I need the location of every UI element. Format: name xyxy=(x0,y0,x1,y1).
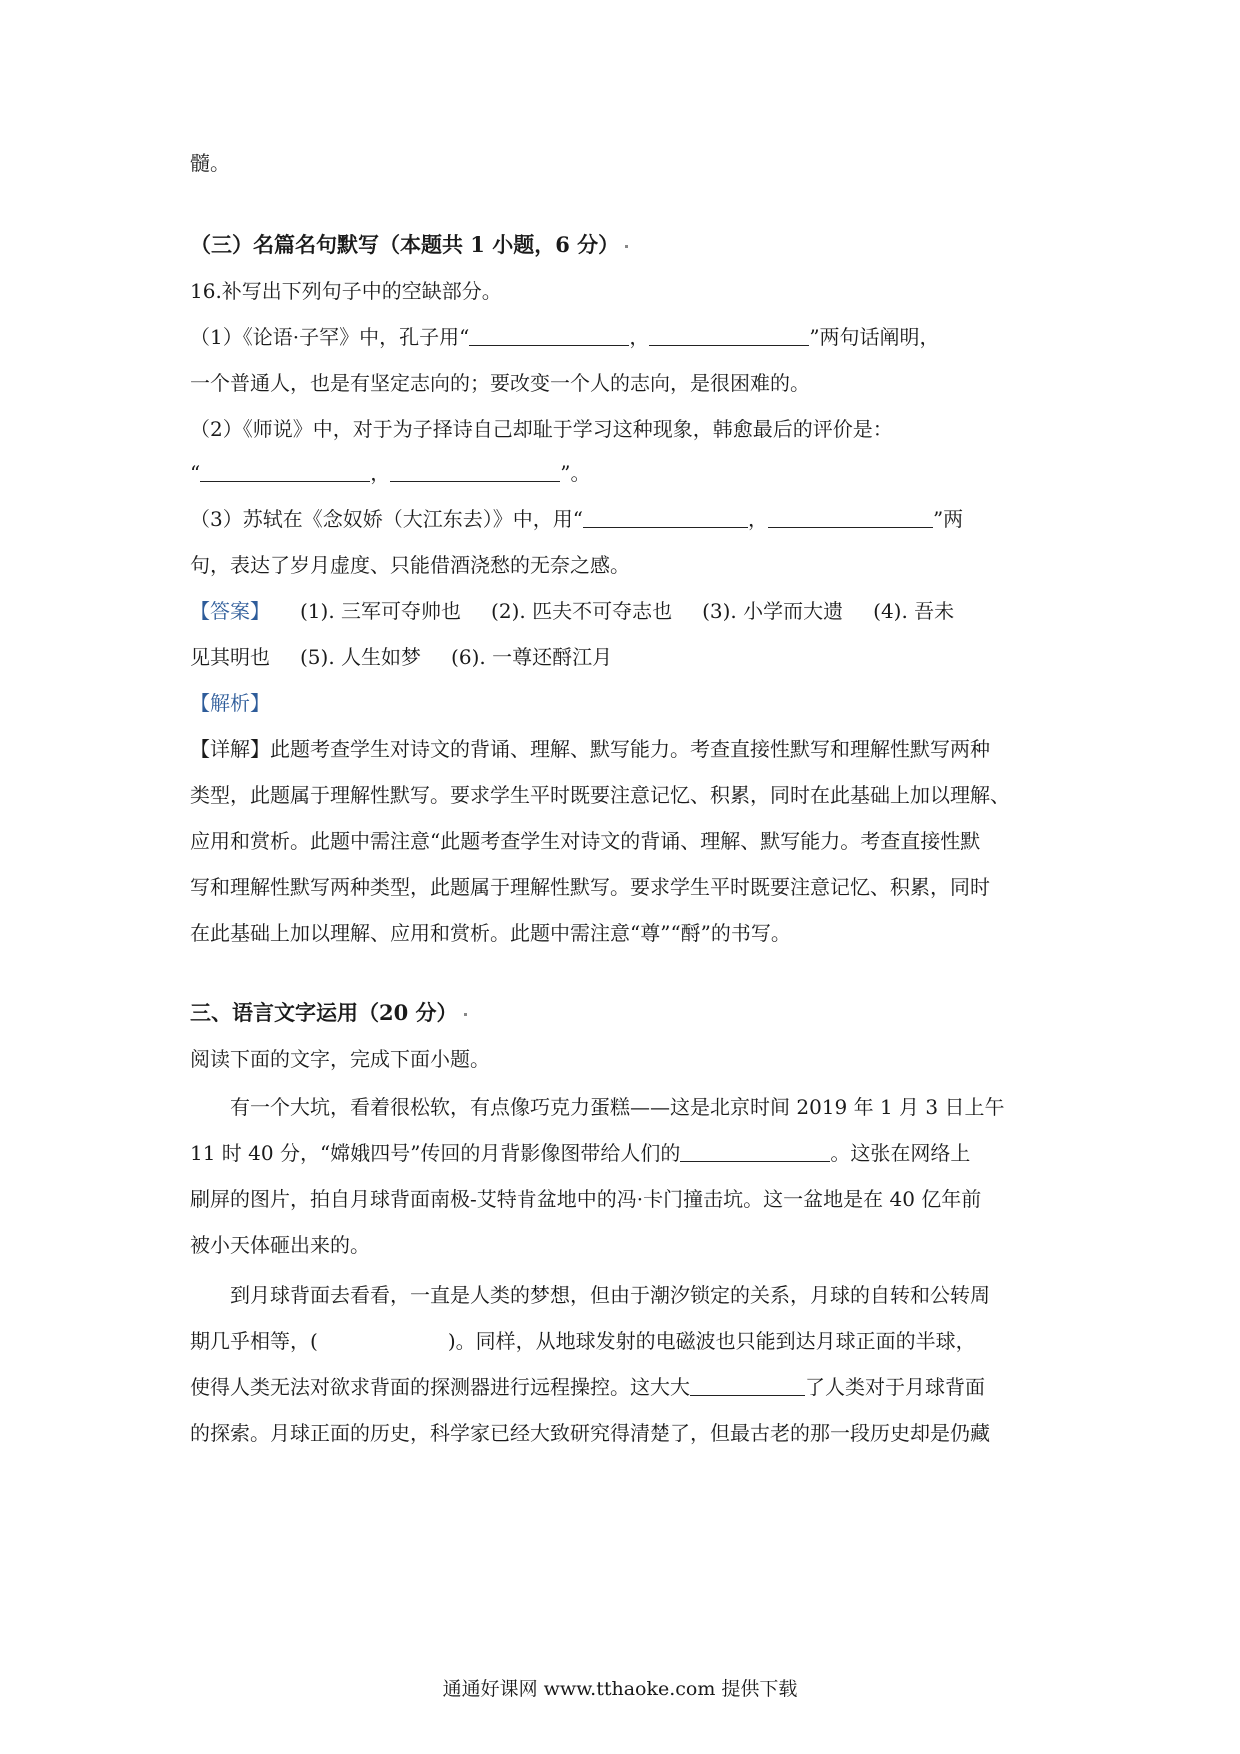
item-1-line-1: （1）《论语·子罕》中，孔子用“ ， ”两句话阐明， xyxy=(190,325,940,349)
detail-line-2: 类型，此题属于理解性默写。要求学生平时既要注意记忆、积累，同时在此基础上加以理解、 xyxy=(190,783,1010,807)
answer-2: (2). 匹夫不可夺志也 xyxy=(491,599,673,623)
passage-p1-line-3: 刷屏的图片，拍自月球背面南极-艾特肯盆地中的冯·卡门撞击坑。这一盆地是在 40 亿年前 xyxy=(190,1187,982,1211)
passage-blank-2[interactable] xyxy=(690,1375,805,1396)
detail-line-3: 应用和赏析。此题中需注意“此题考查学生对诗文的背诵、理解、默写能力。考查直接性默 xyxy=(190,829,981,853)
item-3-line-1: （3）苏轼在《念奴娇（大江东去）》中，用“ ， ”两 xyxy=(190,507,964,531)
detail-line-4: 写和理解性默写两种类型，此题属于理解性默写。要求学生平时既要注意记忆、积累，同时 xyxy=(190,875,990,899)
language-intro: 阅读下面的文字，完成下面小题。 xyxy=(190,1047,490,1071)
page-footer: 通通好课网 www.tthaoke.com 提供下载 xyxy=(442,1678,798,1700)
blank-4[interactable] xyxy=(390,461,560,482)
answer-line-2: 见其明也 (5). 人生如梦 (6). 一尊还酹江月 xyxy=(190,645,613,669)
passage-p2-line-3: 使得人类无法对欲求背面的探测器进行远程操控。这大大 了人类对于月球背面 xyxy=(190,1375,985,1399)
passage-p1-line-1: 有一个大坑，看着很松软，有点像巧克力蛋糕——这是北京时间 2019 年 1 月 3 日上午 xyxy=(230,1095,1005,1119)
passage-p1-line-4: 被小天体砸出来的。 xyxy=(190,1233,370,1257)
answer-1: (1). 三军可夺帅也 xyxy=(300,599,462,623)
answer-tag: 【答案】 xyxy=(190,599,270,623)
answer-3: (3). 小学而大遗 xyxy=(702,599,844,623)
section-heading-language: 三、语言文字运用（20 分） xyxy=(190,998,1060,1028)
answer-6: (6). 一尊还酹江月 xyxy=(451,645,613,669)
section-heading-famous-lines: （三）名篇名句默写（本题共 1 小题，6 分） xyxy=(190,230,1060,260)
blank-1[interactable] xyxy=(469,325,629,346)
detail-line-1: 【详解】此题考查学生对诗文的背诵、理解、默写能力。考查直接性默写和理解性默写两种 xyxy=(190,737,990,761)
blank-3[interactable] xyxy=(200,461,370,482)
item-2-line-2: “ ， ”。 xyxy=(190,461,591,485)
detail-line-5: 在此基础上加以理解、应用和赏析。此题中需注意“尊”“酹”的书写。 xyxy=(190,921,791,945)
blank-5[interactable] xyxy=(583,507,748,528)
detail-tag: 【详解】 xyxy=(190,737,270,761)
item-1-line-2: 一个普通人，也是有坚定志向的；要改变一个人的志向，是很困难的。 xyxy=(190,371,810,395)
answer-line-1 xyxy=(190,596,1060,626)
item-2-line-1: （2）《师说》中，对于为子择诗自己却耻于学习这种现象，韩愈最后的评价是： xyxy=(190,417,893,441)
blank-2[interactable] xyxy=(649,325,809,346)
analysis-tag: 【解析】 xyxy=(190,691,270,715)
blank-6[interactable] xyxy=(768,507,933,528)
answer-4: (4). 吾未 xyxy=(873,599,955,623)
answer-5: (5). 人生如梦 xyxy=(300,645,422,669)
top-fragment: 髓。 xyxy=(190,151,230,175)
question-16: 16.补写出下列句子中的空缺部分。 xyxy=(190,279,502,303)
passage-p1-line-2: 11 时 40 分，“嫦娥四号”传回的月背影像图带给人们的 。这张在网络上 xyxy=(190,1141,971,1165)
passage-blank-1[interactable] xyxy=(680,1141,830,1162)
passage-p2-line-2: 期几乎相等，( )。同样，从地球发射的电磁波也只能到达月球正面的半球， xyxy=(190,1329,976,1353)
item-3-line-2: 句，表达了岁月虚度、只能借酒浇愁的无奈之感。 xyxy=(190,553,630,577)
passage-p2-line-4: 的探索。月球正面的历史，科学家已经大致研究得清楚了，但最古老的那一段历史却是仍藏 xyxy=(190,1421,990,1445)
passage-p2-line-1: 到月球背面去看看，一直是人类的梦想，但由于潮汐锁定的关系，月球的自转和公转周 xyxy=(230,1283,990,1307)
